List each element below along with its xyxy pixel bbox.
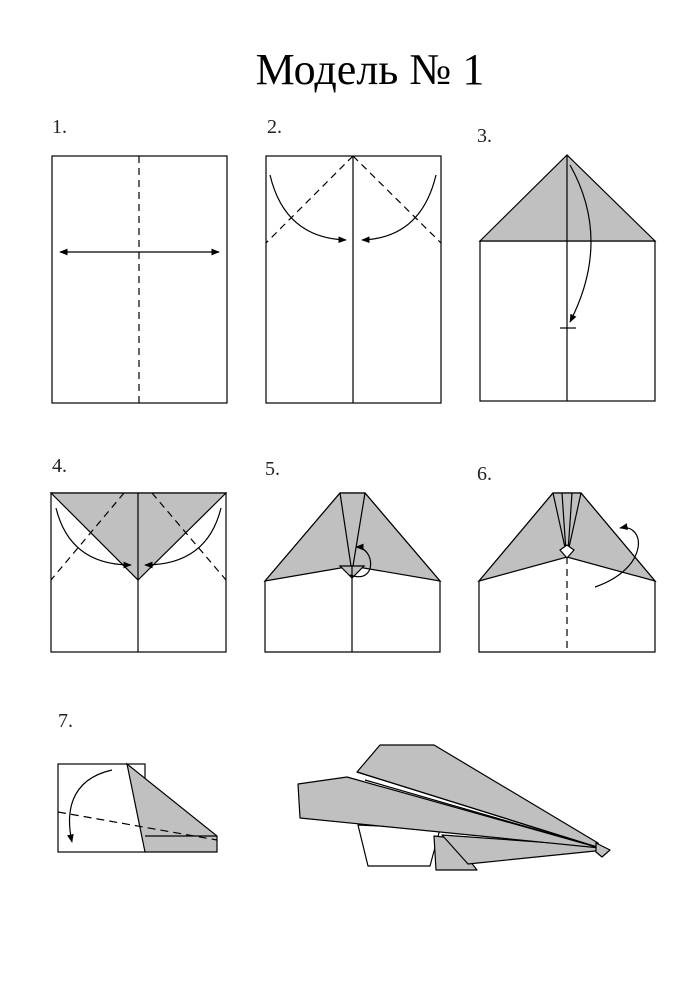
finished-paper-plane bbox=[298, 745, 610, 870]
step-6-diagram bbox=[479, 493, 655, 652]
step-number-5: 5. bbox=[265, 458, 280, 480]
step-number-6: 6. bbox=[477, 463, 492, 485]
step-1-diagram bbox=[52, 156, 227, 403]
plane-nose bbox=[596, 843, 610, 857]
page-title: Модель № 1 bbox=[255, 45, 485, 94]
step-number-4: 4. bbox=[52, 455, 67, 477]
step-number-1: 1. bbox=[52, 116, 67, 138]
step-2-diagram bbox=[266, 156, 441, 403]
step-7-diagram bbox=[58, 764, 217, 852]
step-5-diagram bbox=[265, 493, 440, 652]
step-4-diagram bbox=[51, 493, 226, 652]
step-3-diagram bbox=[480, 155, 655, 401]
step-number-3: 3. bbox=[477, 125, 492, 147]
step-number-7: 7. bbox=[58, 710, 73, 732]
step-number-2: 2. bbox=[267, 116, 282, 138]
